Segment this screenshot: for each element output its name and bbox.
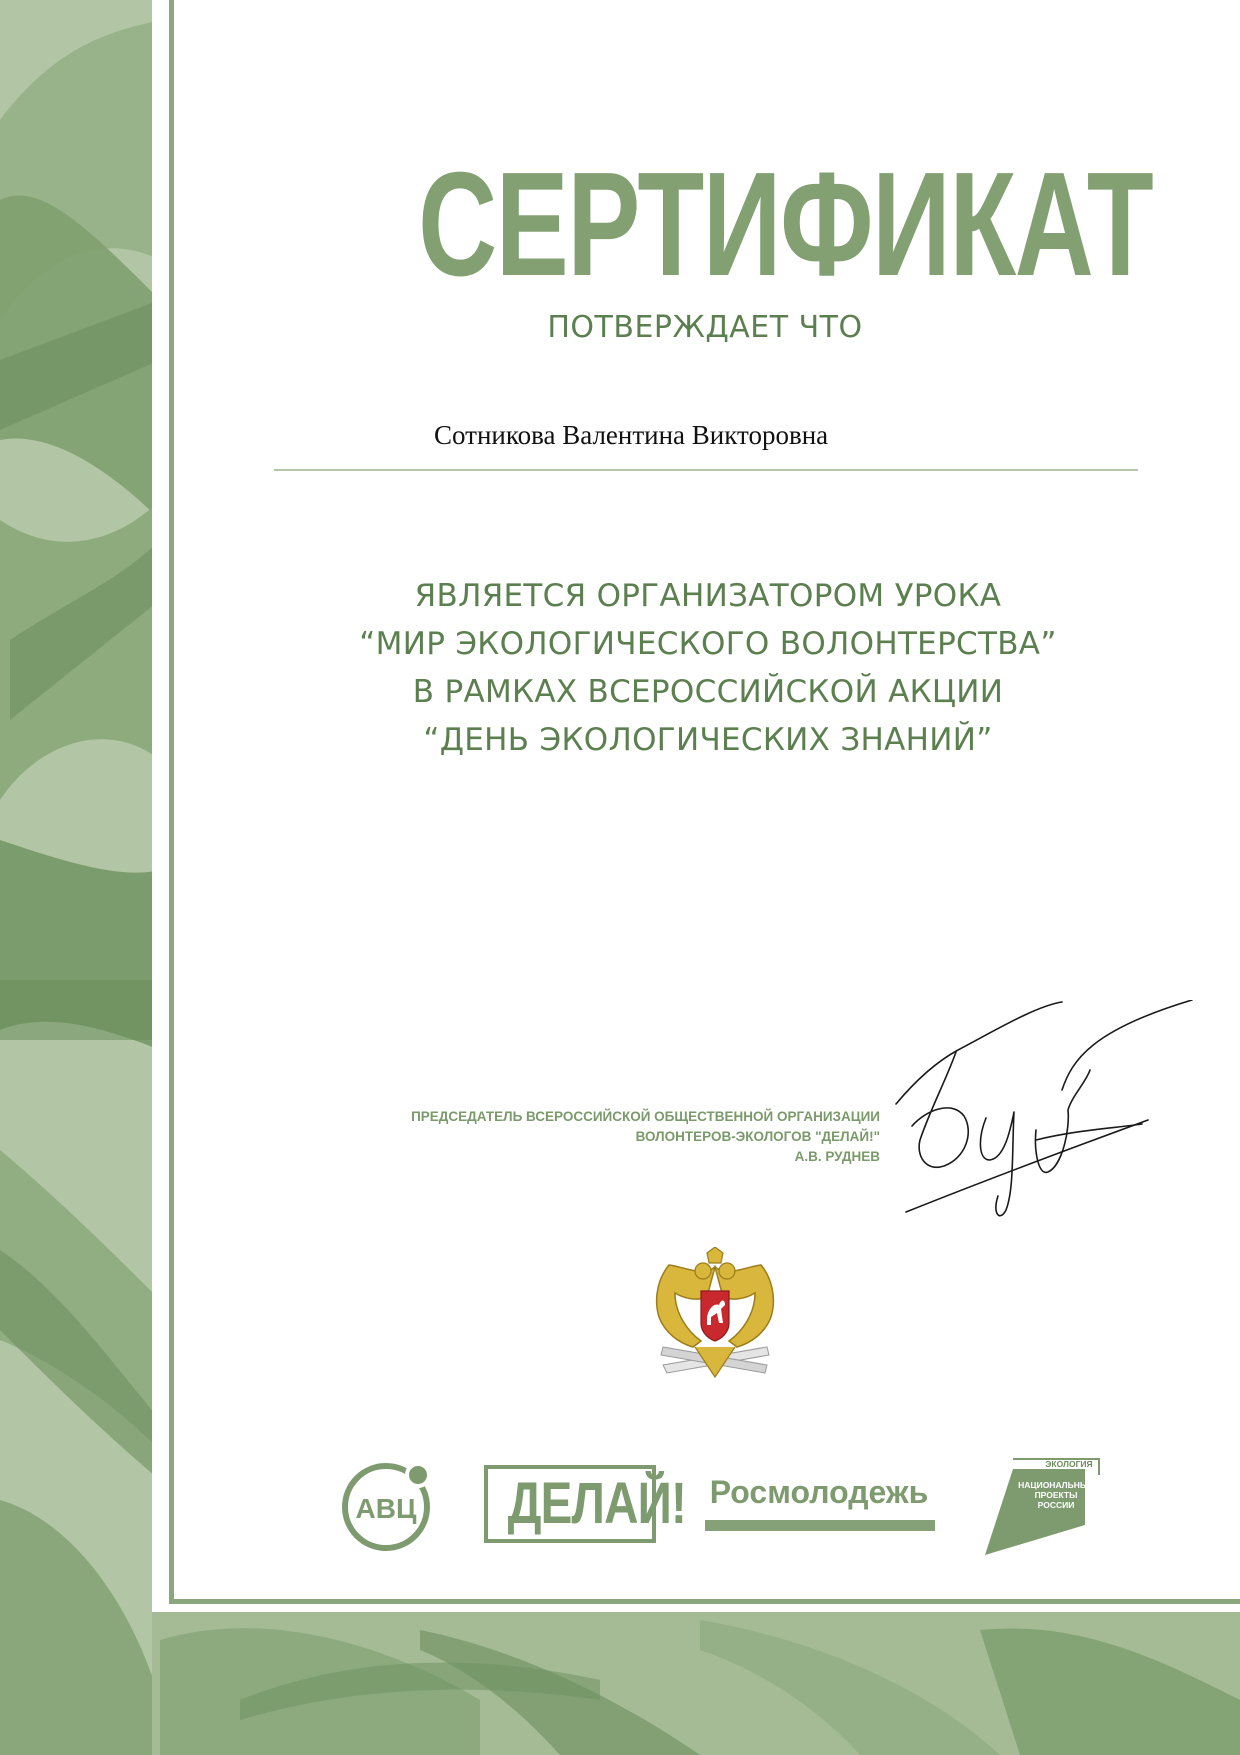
statement-line: ЯВЛЯЕТСЯ ОРГАНИЗАТОРОМ УРОКА (414, 578, 1002, 614)
frame-bottom-border (169, 1599, 1240, 1604)
name-underline (274, 469, 1138, 471)
chairman-name: А.В. РУДНЕВ (794, 1149, 880, 1164)
delai-logo (484, 1465, 687, 1543)
chairman-block (300, 1107, 880, 1167)
frame-left-border (169, 0, 174, 1604)
russian-coat-of-arms-icon (645, 1247, 785, 1397)
avc-logo-text: АВЦ (355, 1493, 417, 1524)
rosmolodezh-underline (705, 1520, 935, 1531)
certificate-subtitle: ПОТВЕРЖДАЕТ ЧТО (547, 310, 863, 345)
certificate-statement (276, 572, 1140, 764)
avc-logo (338, 1457, 442, 1553)
certificate-title: СЕРТИФИКАТ (418, 142, 1153, 307)
signature-image (886, 1000, 1206, 1240)
statement-line: В РАМКАХ ВСЕРОССИЙСКОЙ АКЦИИ (412, 674, 1004, 710)
statement-line: “МИР ЭКОЛОГИЧЕСКОГО ВОЛОНТЕРСТВА” (359, 626, 1057, 662)
national-projects-line: НАЦИОНАЛЬНЫЕ (1018, 1480, 1094, 1490)
chairman-title: ПРЕДСЕДАТЕЛЬ ВСЕРОССИЙСКОЙ ОБЩЕСТВЕННОЙ ОРГАНИЗАЦИИ (411, 1109, 880, 1124)
national-projects-title (1016, 1480, 1096, 1510)
recipient-name: Сотникова Валентина Викторовна (434, 420, 829, 450)
delai-logo-text: ДЕЛАЙ! (507, 1471, 687, 1536)
rosmolodezh-logo: Росмолодежь (709, 1474, 929, 1510)
national-projects-category: ЭКОЛОГИЯ (1045, 1459, 1093, 1469)
national-projects-line: РОССИИ (1037, 1500, 1075, 1510)
national-projects-line: ПРОЕКТЫ (1034, 1490, 1078, 1500)
chairman-organization: ВОЛОНТЕРОВ-ЭКОЛОГОВ "ДЕЛАЙ!" (635, 1129, 880, 1144)
statement-line: “ДЕНЬ ЭКОЛОГИЧЕСКИХ ЗНАНИЙ” (423, 722, 993, 758)
